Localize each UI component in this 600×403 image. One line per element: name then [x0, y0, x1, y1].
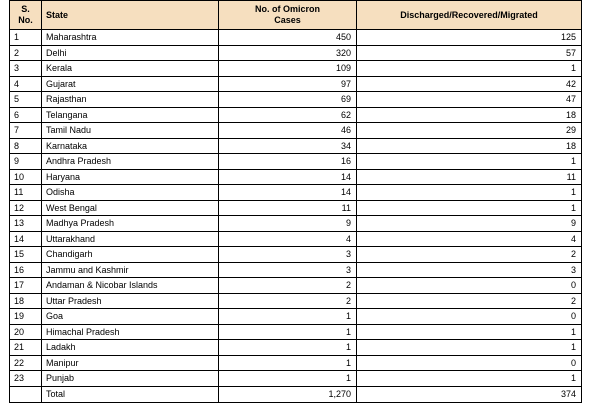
table-row: [10, 278, 582, 294]
table-row: [10, 92, 582, 108]
discharged-cell: 9: [357, 216, 582, 232]
serial-number-cell: 11: [10, 185, 42, 201]
table-row: [10, 309, 582, 325]
omicron-cases-cell: 2: [219, 293, 357, 309]
omicron-cases-cell: 3: [219, 262, 357, 278]
table-row: [10, 371, 582, 387]
state-name-cell: Goa: [42, 309, 219, 325]
serial-number-cell: 13: [10, 216, 42, 232]
serial-number-cell: 21: [10, 340, 42, 356]
omicron-cases-cell: 320: [219, 45, 357, 61]
serial-number-cell: 17: [10, 278, 42, 294]
serial-number-cell: 5: [10, 92, 42, 108]
state-name-cell: Manipur: [42, 355, 219, 371]
table-header-row: [10, 1, 582, 30]
omicron-cases-cell: 62: [219, 107, 357, 123]
discharged-cell: 18: [357, 138, 582, 154]
omicron-cases-cell: 1: [219, 340, 357, 356]
discharged-cell: 1: [357, 324, 582, 340]
header-state: State: [42, 1, 219, 30]
discharged-cell: 1: [357, 61, 582, 77]
state-name-cell: West Bengal: [42, 200, 219, 216]
discharged-cell: 125: [357, 30, 582, 46]
omicron-cases-cell: 69: [219, 92, 357, 108]
state-name-cell: Punjab: [42, 371, 219, 387]
state-name-cell: Tamil Nadu: [42, 123, 219, 139]
state-name-cell: Delhi: [42, 45, 219, 61]
table-row: [10, 231, 582, 247]
serial-number-cell: 1: [10, 30, 42, 46]
serial-number-cell: 4: [10, 76, 42, 92]
serial-number-cell: 6: [10, 107, 42, 123]
omicron-cases-cell: 16: [219, 154, 357, 170]
header-omicron-cases: [219, 1, 357, 30]
table-row: [10, 355, 582, 371]
serial-number-cell: 2: [10, 45, 42, 61]
omicron-cases-cell: 1: [219, 371, 357, 387]
discharged-cell: 4: [357, 231, 582, 247]
discharged-cell: 1: [357, 200, 582, 216]
state-name-cell: Uttarakhand: [42, 231, 219, 247]
table-row: [10, 154, 582, 170]
serial-number-cell: 22: [10, 355, 42, 371]
discharged-cell: 29: [357, 123, 582, 139]
serial-number-cell: 12: [10, 200, 42, 216]
omicron-cases-cell: 34: [219, 138, 357, 154]
state-name-cell: Karnataka: [42, 138, 219, 154]
omicron-cases-cell: 14: [219, 185, 357, 201]
state-name-cell: Himachal Pradesh: [42, 324, 219, 340]
serial-number-cell: 9: [10, 154, 42, 170]
state-name-cell: Jammu and Kashmir: [42, 262, 219, 278]
omicron-cases-cell: 1: [219, 324, 357, 340]
table-row: [10, 200, 582, 216]
omicron-cases-cell: 14: [219, 169, 357, 185]
state-name-cell: Ladakh: [42, 340, 219, 356]
state-name-cell: Andaman & Nicobar Islands: [42, 278, 219, 294]
serial-number-cell: 20: [10, 324, 42, 340]
discharged-cell: 2: [357, 293, 582, 309]
serial-number-cell: 23: [10, 371, 42, 387]
table-row: [10, 216, 582, 232]
omicron-cases-cell: 46: [219, 123, 357, 139]
table-row: [10, 293, 582, 309]
state-name-cell: Uttar Pradesh: [42, 293, 219, 309]
serial-number-cell: 16: [10, 262, 42, 278]
table-row: [10, 169, 582, 185]
serial-number-cell: 14: [10, 231, 42, 247]
omicron-cases-cell: 97: [219, 76, 357, 92]
table-row: [10, 324, 582, 340]
omicron-cases-cell: 1: [219, 309, 357, 325]
serial-number-cell: 19: [10, 309, 42, 325]
omicron-cases-cell: 2: [219, 278, 357, 294]
state-name-cell: Madhya Pradesh: [42, 216, 219, 232]
state-name-cell: Chandigarh: [42, 247, 219, 263]
discharged-cell: 3: [357, 262, 582, 278]
state-name-cell: Maharashtra: [42, 30, 219, 46]
table-row: [10, 123, 582, 139]
serial-number-cell: 8: [10, 138, 42, 154]
header-serial-line1: S.: [21, 4, 30, 14]
omicron-table-container: [9, 0, 581, 403]
serial-number-cell: 10: [10, 169, 42, 185]
state-name-cell: Kerala: [42, 61, 219, 77]
discharged-cell: 47: [357, 92, 582, 108]
state-name-cell: Haryana: [42, 169, 219, 185]
total-discharged: 374: [357, 386, 582, 402]
header-cases-line1: No. of Omicron: [255, 4, 320, 14]
omicron-cases-cell: 3: [219, 247, 357, 263]
header-serial-number: [10, 1, 42, 30]
discharged-cell: 42: [357, 76, 582, 92]
table-row: [10, 247, 582, 263]
state-name-cell: Andhra Pradesh: [42, 154, 219, 170]
header-cases-line2: Cases: [274, 15, 301, 25]
discharged-cell: 0: [357, 278, 582, 294]
total-label: Total: [42, 386, 219, 402]
serial-number-cell: 3: [10, 61, 42, 77]
table-body: [10, 30, 582, 403]
table-row: [10, 138, 582, 154]
discharged-cell: 2: [357, 247, 582, 263]
omicron-cases-cell: 109: [219, 61, 357, 77]
omicron-cases-cell: 450: [219, 30, 357, 46]
table-row: [10, 76, 582, 92]
table-row: [10, 340, 582, 356]
discharged-cell: 1: [357, 340, 582, 356]
state-name-cell: Telangana: [42, 107, 219, 123]
header-discharged: Discharged/Recovered/Migrated: [357, 1, 582, 30]
table-row: [10, 107, 582, 123]
omicron-cases-cell: 1: [219, 355, 357, 371]
table-row: [10, 185, 582, 201]
table-row: [10, 262, 582, 278]
serial-number-cell: 15: [10, 247, 42, 263]
table-row: [10, 61, 582, 77]
serial-number-cell: 18: [10, 293, 42, 309]
discharged-cell: 1: [357, 154, 582, 170]
state-name-cell: Rajasthan: [42, 92, 219, 108]
omicron-cases-cell: 9: [219, 216, 357, 232]
discharged-cell: 0: [357, 309, 582, 325]
total-cases: 1,270: [219, 386, 357, 402]
discharged-cell: 11: [357, 169, 582, 185]
discharged-cell: 57: [357, 45, 582, 61]
discharged-cell: 0: [357, 355, 582, 371]
state-name-cell: Odisha: [42, 185, 219, 201]
table-row: [10, 30, 582, 46]
discharged-cell: 1: [357, 371, 582, 387]
serial-number-cell: 7: [10, 123, 42, 139]
header-serial-line2: No.: [18, 15, 33, 25]
state-name-cell: Gujarat: [42, 76, 219, 92]
omicron-cases-table: [9, 0, 582, 403]
omicron-cases-cell: 4: [219, 231, 357, 247]
discharged-cell: 18: [357, 107, 582, 123]
discharged-cell: 1: [357, 185, 582, 201]
table-row: [10, 45, 582, 61]
omicron-cases-cell: 11: [219, 200, 357, 216]
